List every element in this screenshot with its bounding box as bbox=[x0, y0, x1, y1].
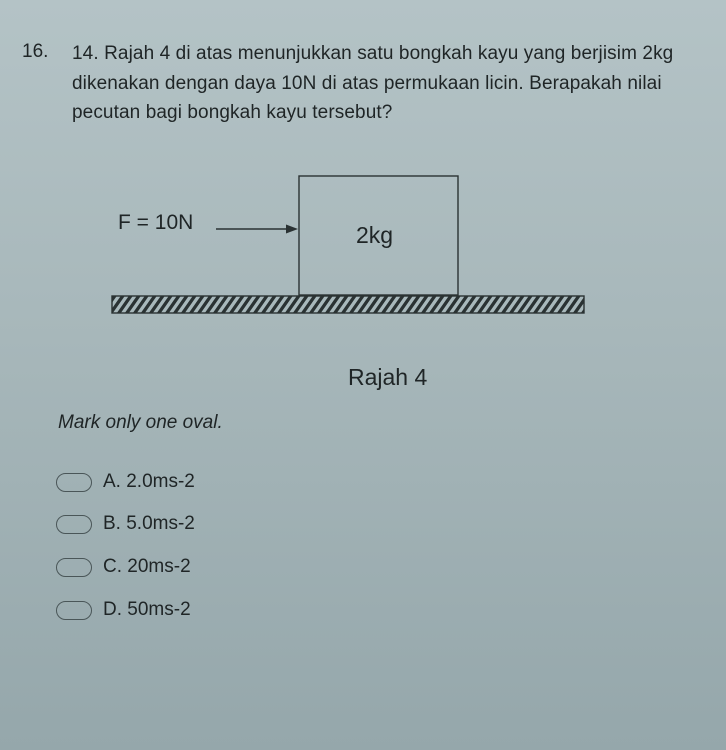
figure-caption: Rajah 4 bbox=[348, 364, 428, 390]
force-label: F = 10N bbox=[118, 211, 194, 234]
option-d[interactable] bbox=[56, 595, 191, 625]
option-label: D. 50ms-2 bbox=[103, 599, 191, 620]
option-c[interactable] bbox=[56, 552, 191, 582]
instruction-text: Mark only one oval. bbox=[58, 412, 223, 433]
ground-surface bbox=[112, 296, 584, 313]
force-arrow-head bbox=[286, 225, 298, 234]
option-a[interactable] bbox=[56, 467, 195, 497]
option-label: A. 2.0ms-2 bbox=[103, 471, 195, 492]
radio-oval[interactable] bbox=[56, 558, 92, 577]
option-label: C. 20ms-2 bbox=[103, 556, 191, 577]
option-b[interactable] bbox=[56, 509, 195, 539]
radio-oval[interactable] bbox=[56, 515, 92, 534]
radio-oval[interactable] bbox=[56, 473, 92, 492]
question-number: 16. bbox=[22, 41, 49, 62]
block-mass-label: 2kg bbox=[356, 222, 394, 248]
radio-oval[interactable] bbox=[56, 601, 92, 620]
option-label: B. 5.0ms-2 bbox=[103, 513, 195, 534]
question-text: 14. Rajah 4 di atas menunjukkan satu bongkah kayu yang berjisim 2kg dikenakan dengan daya 10N di atas permukaan licin. Berapakah nilai pecutan bagi bongkah kayu tersebut? bbox=[72, 43, 674, 123]
